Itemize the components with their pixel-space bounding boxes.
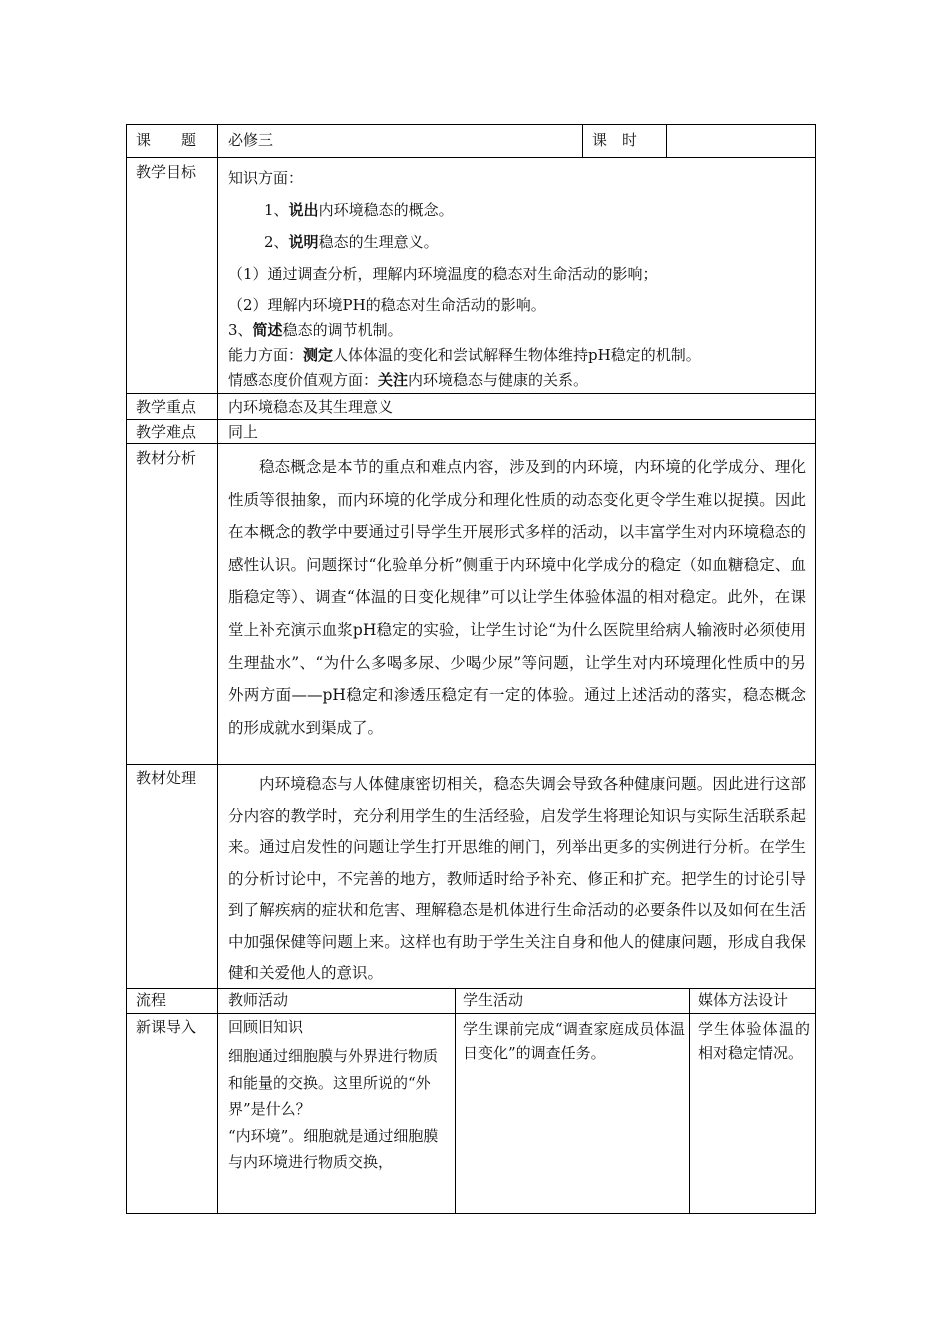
teacher-activity-para-2: “内环境”。细胞就是通过细胞膜与内环境进行物质交换，	[228, 1126, 439, 1171]
key-point-label: 教学重点	[136, 398, 197, 416]
item-text: 稳态的调节机制。	[282, 321, 403, 339]
flow-header-teacher: 教师活动	[228, 991, 289, 1009]
flow-header-stage: 流程	[136, 991, 167, 1009]
table-border-left	[126, 124, 127, 1214]
row-divider	[126, 419, 816, 420]
handling-label: 教材处理	[136, 769, 197, 787]
item-prefix: 1、	[264, 201, 289, 219]
item-keyword: 说明	[288, 233, 319, 251]
objective-item-1	[264, 200, 454, 220]
objective-sub-2: （2）理解内环境PH的稳态对生命活动的影响。	[228, 296, 546, 314]
period-divider-left	[582, 124, 583, 157]
objective-item-2	[264, 232, 439, 252]
flow-divider-2	[689, 988, 690, 1213]
difficulty-label: 教学难点	[136, 423, 197, 441]
handling-paragraph: 内环境稳态与人体健康密切相关，稳态失调会导致各种健康问题。因此进行这部分内容的教学时，充分利用学生的生活经验，启发学生将理论知识与实际生活联系起来。通过启发性的问题让学生打开思维的闸门，列举出更多的实例进行分析。在学生的分析讨论中，不完善的地方，教师适时给予补充、修正和扩充。把学生的讨论引导到了解疾病的症状和危害、理解稳态是机体进行生命活动的必要条件以及如何在生活中加强保健等问题上来。这样也有助于学生关注自身和他人的健康问题，形成自我保健和关爱他人的意识。	[228, 775, 806, 982]
row-divider	[126, 157, 816, 158]
table-border-top	[126, 124, 816, 125]
teacher-activity-text	[228, 1043, 451, 1176]
emotion-text: 内环境稳态与健康的关系。	[408, 371, 589, 389]
table-border-right	[815, 124, 816, 1214]
flow-divider-1	[455, 988, 456, 1213]
item-prefix: 3、	[228, 321, 253, 339]
teacher-activity-para-1: 细胞通过细胞膜与外界进行物质和能量的交换。这里所说的“外界”是什么？	[228, 1047, 439, 1118]
student-activity-text: 学生课前完成“调查家庭成员体温日变化”的调查任务。	[463, 1020, 685, 1062]
difficulty-value: 同上	[228, 423, 259, 441]
emotion-prefix: 情感态度价值观方面：	[228, 371, 379, 389]
item-text: 稳态的生理意义。	[318, 233, 439, 251]
topic-label: 课 题	[136, 131, 197, 149]
item-prefix: 2、	[264, 233, 289, 251]
row-divider	[126, 764, 816, 765]
teacher-activity-title: 回顾旧知识	[228, 1018, 304, 1036]
analysis-text	[228, 451, 806, 744]
knowledge-heading: 知识方面：	[228, 169, 304, 187]
ability-keyword: 测定	[303, 346, 334, 364]
row-divider	[126, 393, 816, 394]
emotion-keyword: 关注	[378, 371, 409, 389]
flow-stage-intro: 新课导入	[136, 1018, 197, 1036]
ability-prefix: 能力方面：	[228, 346, 304, 364]
ability-objective	[228, 345, 701, 365]
lesson-plan-table	[126, 124, 816, 1214]
analysis-paragraph: 稳态概念是本节的重点和难点内容，涉及到的内环境，内环境的化学成分、理化性质等很抽象，而内环境的化学成分和理化性质的动态变化更令学生难以捉摸。因此在本概念的教学中要通过引导学生开展形式多样的活动，以丰富学生对内环境稳态的感性认识。问题探讨“化验单分析”侧重于内环境中化学成分的稳定（如血糖稳定、血脂稳定等）、调查“体温的日变化规律”可以让学生体验体温的相对稳定。此外，在课堂上补充演示血浆pH稳定的实验，让学生讨论“为什么医院里给病人输液时必须使用生理盐水”、“为什么多喝多尿、少喝少尿”等问题，让学生对内环境理化性质中的另外两方面——pH稳定和渗透压稳定有一定的体验。通过上述活动的落实，稳态概念的形成就水到渠成了。	[228, 458, 806, 737]
key-point-value: 内环境稳态及其生理意义	[228, 398, 394, 416]
flow-header-student: 学生活动	[463, 991, 524, 1009]
period-label: 课 时	[592, 131, 638, 149]
ability-text: 人体体温的变化和尝试解释生物体维持pH稳定的机制。	[333, 346, 701, 364]
row-divider	[126, 443, 816, 444]
media-design-text: 学生体验体温的相对稳定情况。	[698, 1020, 810, 1062]
objectives-label: 教学目标	[136, 163, 197, 181]
table-border-bottom	[126, 1213, 816, 1214]
emotion-objective	[228, 370, 588, 390]
row-divider	[126, 1013, 816, 1014]
handling-text	[228, 769, 806, 990]
objective-sub-1: （1）通过调查分析，理解内环境温度的稳态对生命活动的影响；	[228, 265, 658, 283]
flow-header-media: 媒体方法设计	[698, 991, 789, 1009]
period-divider-right	[666, 124, 667, 157]
item-keyword: 简述	[252, 321, 283, 339]
label-column-divider	[217, 124, 218, 1214]
item-text: 内环境稳态的概念。	[318, 201, 454, 219]
analysis-label: 教材分析	[136, 449, 197, 467]
objective-item-3	[228, 320, 403, 340]
item-keyword: 说出	[288, 201, 319, 219]
topic-value: 必修三	[228, 131, 274, 149]
